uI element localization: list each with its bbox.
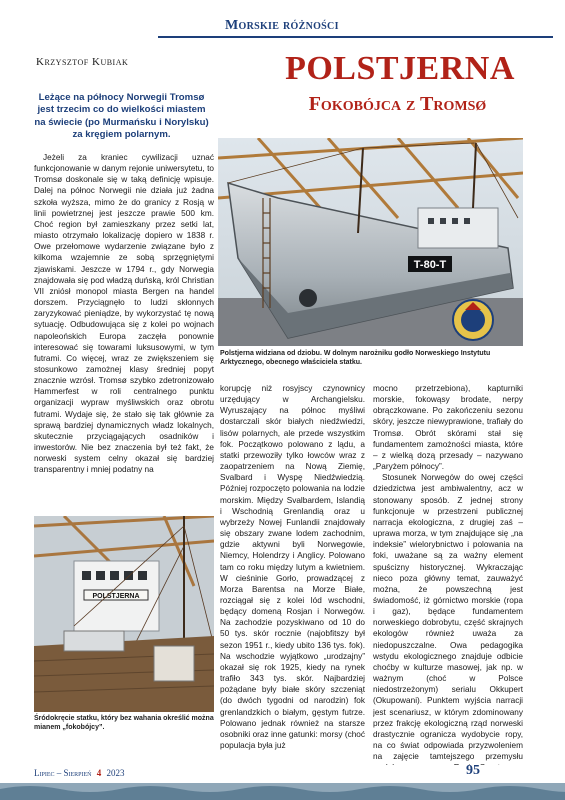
column-3-paragraph-2: Stosunek Norwegów do owej części dziedzictwa jest ambiwalentny, acz w stonowany sposób. Z jednej strony funkcjonuje w przestrzeni publicznej narracja ekologiczna, z drugiej zaś – uprawa morza, w tym znajdujące się „na indeksie” wielorybnictwo i polowania na foki, uważane są za ważny element spuścizny historycznej. Wykraczając nieco poza główny temat, zauważyć można, że powszechną jest świadomość, iż górnictwo morskie (ropa i gaz), będące fundamentem norweskiego dobrobytu, część skrajnych ekologów również uważa za niedopuszczalne. Owa pedagogika wstydu ekologicznego znajduje odbicie choćby w kulturze masowej, jak np. w ważnym (choć w Polsce niedostrzeżonym) serialu Okkupert (Okupowani). Punktem wyjścia narracji jest scenariusz, w którym zdominowany przez frakcję ekologiczną rząd norweski drastycznie ogranicza wydobycie ropy, na co świat odpowiada przyzwoleniem na zajęcie tamtejszego przemysłu <box>373 473 523 762</box>
page-number: 95 <box>466 763 480 778</box>
rubric-rule <box>158 36 553 38</box>
column-3-paragraph-1: mocno przetrzebiona), kapturniki morskie, fokowąsy brodate, nerpy obrączkowane. Po zakończeniu sezonu skóry, jeszcze niewyprawione, trafiały do Tromsø. Obrót skórami stał się fundamentem zamożności miasta, które – z wielką dozą przesady – nazywano „Paryżem północy”. <box>373 384 523 472</box>
ship-midship-photo <box>34 516 214 712</box>
lead-paragraph: Leżące na północy Norwegii Tromsø jest trzecim co do wielkości miastem na świecie (po Murmańsku i Norylsku) za kręgiem polarnym. <box>34 92 209 140</box>
footer-year: 2023 <box>106 768 125 778</box>
article-subtitle: Fokobójca z Tromsø <box>308 93 487 115</box>
author-name: Krzysztof Kubiak <box>36 56 129 68</box>
column-1 <box>34 152 214 507</box>
name-board: POLSTJERNA <box>92 593 140 600</box>
column-2-paragraph: korupcję niż rosyjscy czynownicy urzędujący w Archangielsku. Wyruszający na północ myśliwi dostarczali skór białych niedźwiedzi, lisów polarnych, ale przede wszystkim fok. Początkowo polowano z lądu, a statki przewoziły tylko łowców wraz z zaopatrzeniem na Nową Ziemię, Svalbard i Wyspę Niedźwiedzią. Później rozpoczęto polowania na lodzie morskim. Między Svalbardem, Islandią i Wschodnią Grenlandią oraz u wybrzeży Nowej Funlandii znajdowały się obszary zwane lodem zachodnim, gdzie aktywni byli Norwegowie, Niemcy, Holendrzy i Anglicy. Polowano tam co roku między lutym a kwietniem. W cieśninie Gorło, prowadzącej z Morza Barentsa na Morze Białe, rozciągał się z kolei lód wschodni, będący domeną Rosjan i Norwegów. Na zachodzie pozyskiwano od 10 do 50 tys. skór rocznie (najobfitszy był sezon 1951 r., kiedy ubito 136 tys. fok). Na wschodzie wyjątkowo „urodzajny” okazał się rok 1925, kiedy na rynek trafiło 343 tys. skór. Najbardziej pożądane były białe skóry szczeniąt (do dwóch tygodni od narodzin) fok grenlandzkich o białym, gęstym futrze. Polowano jednak również na starsze osobniki oraz inne gatunki: morsy (choć populacja była już <box>220 384 365 750</box>
hull-number-label: T-80-T <box>413 259 447 271</box>
footer-issue-number: 4 <box>96 768 102 778</box>
photo-caption-midship: Śródokręcie statku, który bez wahania określić można mianem „fokobójcy”. <box>34 715 214 731</box>
ship-bow-illustration <box>218 138 523 346</box>
ship-bow-photo <box>218 138 523 346</box>
section-rubric: Morskie różności <box>225 18 339 33</box>
ship-midship-illustration <box>34 516 214 712</box>
column-2 <box>220 383 365 765</box>
footer-issue-months: Lipiec – Sierpień <box>34 768 92 778</box>
photo-caption-bow: Polstjerna widziana od dziobu. W dolnym narożniku godło Norweskiego Instytutu Arktycznego, obecnego właściciela statku. <box>220 350 491 366</box>
footer-wave-decoration <box>0 783 565 800</box>
column-3 <box>373 383 523 765</box>
footer-issue <box>34 768 125 778</box>
arctic-institute-emblem <box>453 300 493 340</box>
column-1-paragraph: Jeżeli za kraniec cywilizacji uznać funkcjonowanie w danym rejonie uniwersytetu, to Tromsø doskonale się w taką definicję wpisuje. Dalej na północ Norwegii nie działa już żadna szkoła wyższa, mimo że do granicy z Rosją w linii powietrznej jest jeszcze prawie 500 km. Choć region był zamieszkany przez setki lat, miasto otrzymało lokalizację dopiero w 1838 r. Owe przełomowe wydarzenie związane było z kilkoma wzajemnie ze sobą sprzęgniętymi zjawiskami. Jeszcze w 1794 r., gdy Norwegia znajdowała się pod władzą duńską, król Christian VII zniósł monopol miasta Bergen na handel dorszem. Przyciągnęło to ludzi skłonnych zaryzykować pieniądze, by wykorzystać tę nową sytuację. Odbudowująca się z kolei po wojnach napoleońskich Europa zaczęła ponownie interesować się towarami luksusowymi, w tym futrami. Co więcej, wraz ze zwiększeniem się stosunkowo zamożnej klasy średniej popyt znacznie wzrósł. Tromsø szybko zdetronizowało Hammerfest w roli centralnego punktu organizacji wypraw myśliwskich oraz obrotu futrami. Wydaje się, że stało się tak głównie za sprawą bardziej dynamicznych władz lokalnych, skutecznie przyciągających osadników i inwestorów. Nie bez znaczenia był też fakt, że norweski system celny okazał się bardziej transparentny i mniej podatny na <box>34 153 214 475</box>
article-title: POLSTJERNA <box>285 50 515 87</box>
